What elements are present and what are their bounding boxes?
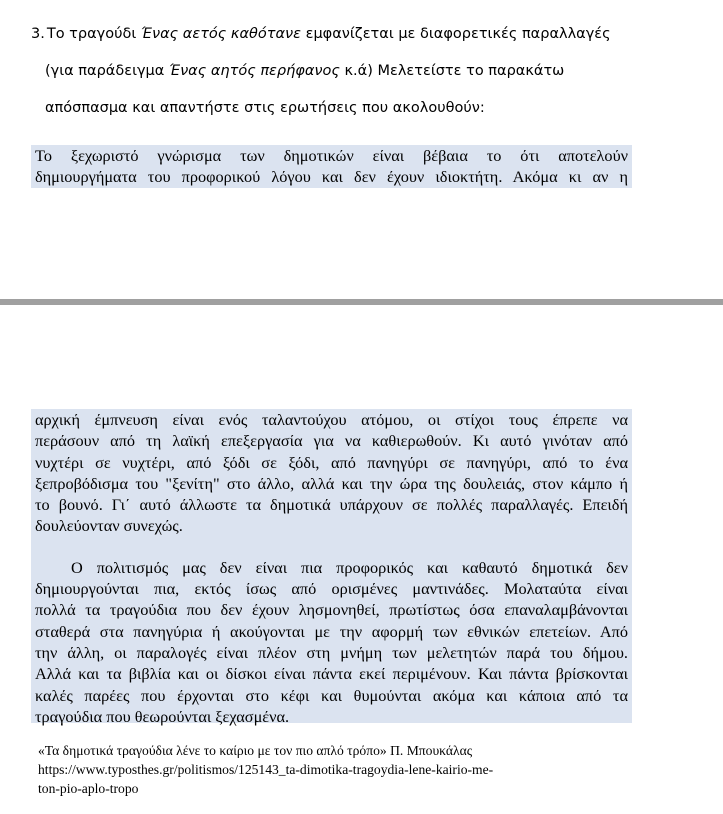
citation-title: «Τα δημοτικά τραγούδια λένε το καίριο με τον πιο απλό τρόπο» Π. Μπουκάλας	[38, 743, 473, 758]
excerpt-line: δουλεύονταν συνεχώς.	[35, 516, 183, 536]
excerpt-top-block	[31, 145, 632, 188]
excerpt-line: δημιουργήματα του προφορικού λόγου και δεν έχουν ιδιοκτήτη. Ακόμα κι αν η	[35, 167, 628, 187]
excerpt-paragraph-1	[35, 409, 628, 537]
question-line-2: (για παράδειγμα Ένας αητός περήφανος κ.ά) Μελετείστε το παρακάτω	[45, 63, 565, 79]
excerpt-line: το βουνό. Γι΄ αυτό άλλωστε τα δημοτικά υπάρχουν σε πολλές παραλλαγές. Επειδή	[35, 495, 628, 515]
excerpt-line: τραγούδια που θεωρούνται ξεχασμένα.	[35, 706, 290, 726]
excerpt-line: νυχτέρι σε νυχτέρι, από ξόδι σε ξόδι, από πανηγύρι σε πανηγύρι, από το ένα	[35, 452, 628, 472]
question-line-1: 3. Το τραγούδι Ένας αετός καθότανε εμφανίζεται με διαφορετικές παραλλαγές	[31, 26, 611, 42]
source-url-line-2[interactable]: ton-pio-aplo-tropo	[38, 781, 139, 796]
question-3	[31, 16, 651, 127]
source-url-line-1[interactable]: https://www.typosthes.gr/politismos/125143_ta-dimotika-tragoydia-lene-kairio-me-	[38, 762, 494, 777]
question-number: 3.	[31, 26, 45, 42]
excerpt-line: αρχική έμπνευση είναι ενός ταλαντούχου ατόμου, οι στίχοι τους έπρεπε να	[35, 410, 628, 429]
excerpt-line: σταθερά στα πανηγύρια ή ακούγονται με την αφορμή των εθνικών επετείων. Από	[35, 621, 628, 641]
excerpt-line: δημιουργούνται πια, εκτός ίσως από ορισμένες μαντινάδες. Μολαταύτα είναι	[35, 579, 628, 599]
excerpt-line: Ο πολιτισμός μας δεν είναι πια προφορικός και καθαυτό δημοτικά δεν	[71, 557, 628, 577]
excerpt-line: την άλλη, οι παραλογές είναι πλέον στη μνήμη των μελετητών παρά του δήμου.	[35, 642, 628, 662]
excerpt-line: ξεπροβόδισμα του "ξενίτη" στο άλλο, αλλά και την ώρα της δουλειάς, στον κάμπο ή	[35, 473, 628, 493]
excerpt-line: Αλλά και τα βιβλία και οι δίσκοι είναι πάντα εκεί περιμένουν. Και πάντα βρίσκονται	[35, 664, 628, 684]
excerpt-paragraph-2	[35, 557, 628, 727]
variant-title-italic: Ένας αητός περήφανος	[168, 63, 340, 79]
excerpt-line: πολλά τα τραγούδια που δεν έχουν λησμονηθεί, πρωτίστως όσα επαναλαμβάνονται	[35, 600, 628, 620]
song-title-italic: Ένας αετός καθότανε	[140, 26, 301, 42]
excerpt-bottom-block	[31, 409, 632, 726]
question-line-3: απόσπασμα και απαντήστε στις ερωτήσεις που ακολουθούν:	[45, 100, 485, 116]
source-citation	[38, 741, 658, 798]
page-break-bar	[0, 299, 723, 305]
excerpt-line: καλές παρέες που έρχονται στο κέφι και θυμούνται ακόμα και κάποια από τα	[35, 685, 628, 705]
excerpt-line: περάσουν από τη λαϊκή επεξεργασία για να καθιερωθούν. Κι αυτό γινόταν από	[35, 431, 628, 451]
excerpt-line: Το ξεχωριστό γνώρισμα των δημοτικών είναι βέβαια το ότι αποτελούν	[35, 146, 628, 165]
